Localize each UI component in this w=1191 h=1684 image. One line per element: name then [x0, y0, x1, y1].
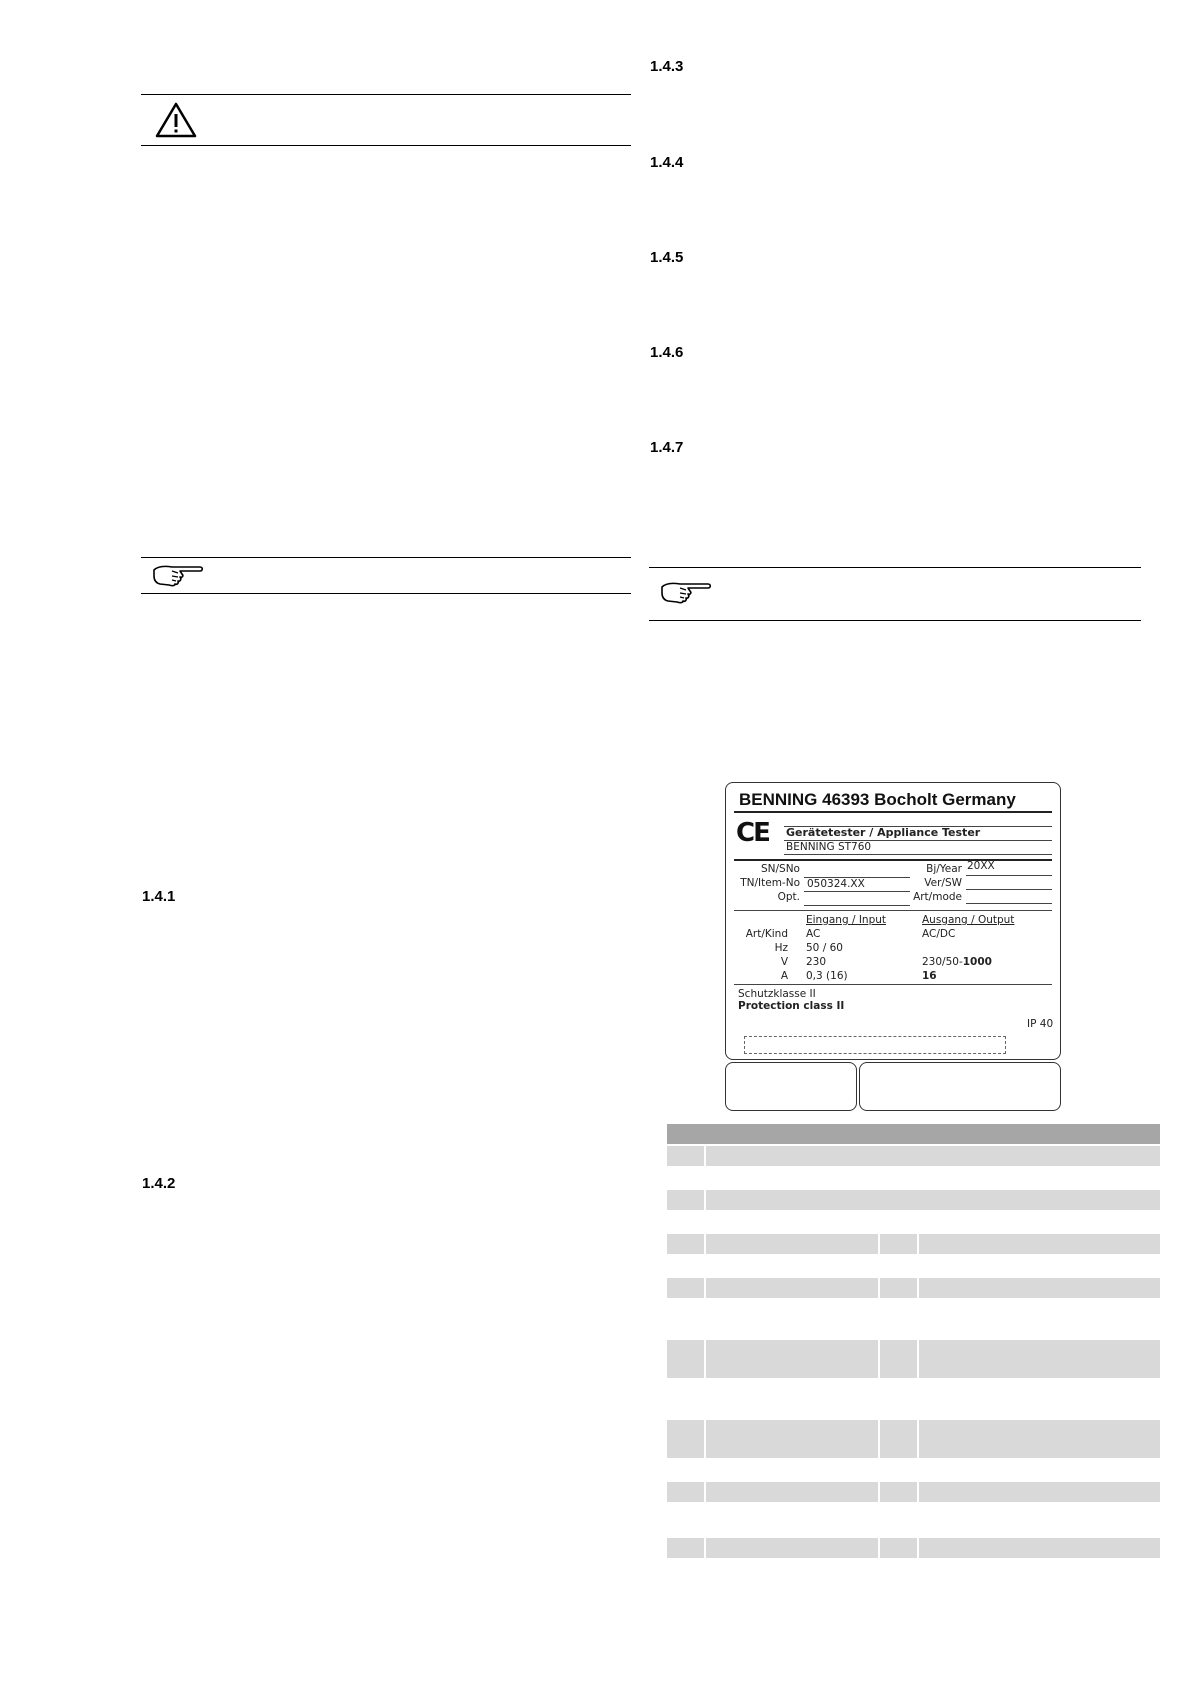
section-heading-1-4-5: 1.4.5 — [650, 249, 684, 266]
plate-ip-rating: IP 40 — [1027, 1018, 1054, 1030]
plate-row-label: A — [780, 970, 788, 982]
table-cell — [667, 1538, 704, 1558]
plate-tn-value: 050324.XX — [807, 878, 865, 890]
ce-mark: CE — [736, 818, 769, 848]
plate-input-value: 50 / 60 — [806, 942, 843, 954]
section-heading-1-4-1: 1.4.1 — [142, 888, 176, 905]
plate-rule — [784, 854, 1052, 855]
table-cell — [706, 1278, 878, 1298]
table-cell — [667, 1234, 704, 1254]
section-heading-1-4-4: 1.4.4 — [650, 154, 684, 171]
plate-lower-right-panel — [859, 1062, 1061, 1111]
table-row — [667, 1538, 1160, 1558]
plate-opt-label: Opt. — [777, 891, 800, 903]
plate-divider — [734, 859, 1052, 861]
plate-input-value: 0,3 (16) — [806, 970, 848, 982]
plate-row-label: Hz — [774, 942, 788, 954]
plate-manufacturer-title: BENNING 46393 Bocholt Germany — [739, 790, 1016, 809]
section-heading-1-4-7: 1.4.7 — [650, 439, 684, 456]
plate-input-value: 230 — [806, 956, 827, 968]
table-cell — [667, 1190, 704, 1210]
table-row — [667, 1234, 1160, 1254]
warning-box-bottom-rule — [141, 145, 631, 146]
plate-row-label: V — [780, 956, 788, 968]
table-cell — [919, 1482, 1160, 1502]
warning-triangle-icon — [155, 101, 197, 139]
plate-opt-field — [804, 905, 910, 906]
table-row — [667, 1420, 1160, 1458]
plate-divider — [734, 984, 1052, 985]
table-cell — [919, 1278, 1160, 1298]
plate-tn-label: TN/Item-No — [740, 877, 800, 889]
table-cell — [880, 1420, 917, 1458]
plate-output-value: AC/DC — [922, 928, 956, 940]
table-cell — [706, 1538, 878, 1558]
plate-ver-label: Ver/SW — [924, 877, 962, 889]
right-note-box-top-rule — [649, 567, 1141, 568]
table-row — [667, 1190, 1160, 1210]
table-row — [667, 1340, 1160, 1378]
plate-tn-field — [804, 891, 910, 892]
plate-output-voltage-max: 1000 — [962, 956, 992, 968]
table-cell — [706, 1482, 878, 1502]
table-cell — [667, 1278, 704, 1298]
plate-sn-label: SN/SNo — [760, 863, 800, 875]
pointing-hand-icon — [152, 562, 204, 588]
pointing-hand-icon — [660, 579, 712, 605]
plate-input-value: AC — [806, 928, 821, 940]
table-row — [667, 1146, 1160, 1166]
table-cell — [880, 1482, 917, 1502]
table-cell — [919, 1538, 1160, 1558]
plate-mode-label: Art/mode — [913, 891, 962, 903]
plate-output-header: Ausgang / Output — [922, 914, 1015, 926]
warning-box-top-rule — [141, 94, 631, 95]
plate-output-value: 16 — [922, 970, 937, 982]
table-cell — [667, 1146, 704, 1166]
section-heading-1-4-6: 1.4.6 — [650, 344, 684, 361]
plate-dashed-label-area — [744, 1036, 1006, 1054]
note-box-bottom-rule — [141, 593, 631, 594]
table-cell — [667, 1420, 704, 1458]
table-cell — [880, 1278, 917, 1298]
plate-product-line1: Gerätetester / Appliance Tester — [786, 826, 981, 839]
table-row — [667, 1482, 1160, 1502]
plate-lower-left-panel — [725, 1062, 857, 1111]
plate-row-label: Art/Kind — [745, 928, 788, 940]
table-cell — [706, 1146, 1160, 1166]
table-cell — [919, 1340, 1160, 1378]
plate-product-line2: BENNING ST760 — [786, 841, 872, 853]
table-row — [667, 1278, 1160, 1298]
plate-mode-field — [966, 903, 1052, 904]
table-cell — [706, 1234, 878, 1254]
table-cell — [919, 1420, 1160, 1458]
plate-output-voltage-prefix: 230/50- — [922, 956, 963, 968]
plate-rule — [784, 826, 1052, 827]
plate-divider — [734, 910, 1052, 911]
note-box-top-rule — [141, 557, 631, 558]
plate-protection-class-en: Protection class II — [738, 1000, 845, 1012]
plate-year-value: 20XX — [967, 860, 995, 872]
rating-plate — [725, 782, 1061, 1060]
table-cell — [880, 1340, 917, 1378]
plate-year-field — [966, 875, 1052, 876]
section-heading-1-4-2: 1.4.2 — [142, 1175, 176, 1192]
table-cell — [667, 1482, 704, 1502]
table-cell — [706, 1420, 878, 1458]
plate-input-header: Eingang / Input — [806, 914, 887, 926]
table-cell — [919, 1234, 1160, 1254]
plate-protection-class-de: Schutzklasse II — [738, 988, 816, 1000]
table-cell — [706, 1340, 878, 1378]
table-cell — [880, 1538, 917, 1558]
plate-title-underline — [734, 811, 1052, 813]
table-cell — [667, 1340, 704, 1378]
table-cell — [706, 1190, 1160, 1210]
plate-ver-field — [966, 889, 1052, 890]
right-note-box-bottom-rule — [649, 620, 1141, 621]
table-cell — [880, 1234, 917, 1254]
table-header-cell — [667, 1124, 1160, 1144]
plate-output-voltage — [922, 956, 992, 968]
plate-year-label: Bj/Year — [926, 863, 962, 875]
table-header-row — [667, 1124, 1160, 1144]
section-heading-1-4-3: 1.4.3 — [650, 58, 684, 75]
